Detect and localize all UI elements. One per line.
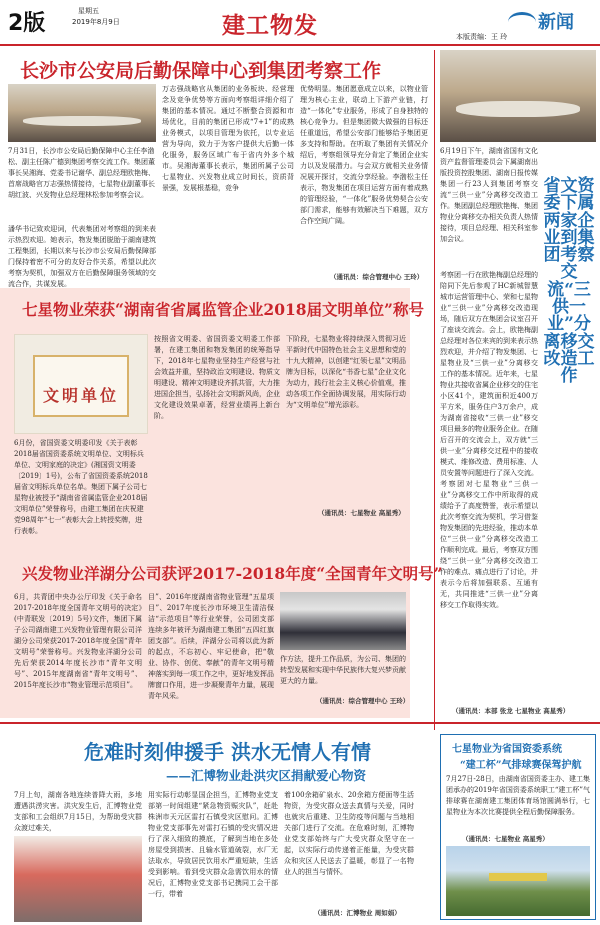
story2-plaque-photo bbox=[14, 334, 148, 434]
story3-headline: 兴发物业洋湖分公司获评2017-2018年度“全国青年文明号” bbox=[22, 564, 443, 583]
story3-column1: 6月，共青团中央办公厅印发《关于命名2017-2018年度全国青年文明号的决定》(中青联发〔2019〕5号)文件，集团下属子公司湖南建工兴发物业管理有限公司洋湖分公司荣获2017-2018年度全国“青年文明号”荣誉称号。兴发物业洋湖分公司先后荣获2014年度长沙市“青年文明号”、2015年度湖南省“青年文明号”、2015年度长沙市“物业管理示范项目”。 bbox=[14, 593, 142, 689]
issue-date: 2019年8月9日 bbox=[72, 18, 120, 26]
story6-body: 7月27日-28日，由湖南省国资委主办、建工集团承办的2019年省国资委系统职工“建工杯”气排球赛在湖南建工集团体育场馆圆满举行，七星物业为本次比赛提供全程后勤保障服务。 bbox=[446, 775, 590, 816]
column-rule bbox=[434, 50, 435, 730]
story2-caption: 6月份，省国资委文明委印发《关于表彰2018届省国资委系统文明单位、文明标兵单位、文明家庭的决定》(湘国资文明委〔2019〕1号)，公布了省国资委系统2018届省文明标兵单位名单。集团下属子公司七星物业被授予“湖南省省属监管企业2018届文明单位”荣誉称号，由建工集团在庆祝建党98周年“七一”表彰大会上转授奖牌，进行表彰。 bbox=[14, 439, 148, 535]
story6-headline-line1: 七星物业为省国资委系统 bbox=[452, 744, 562, 755]
weekday: 星期五 bbox=[78, 7, 99, 15]
story5-subheadline: ——汇博物业赴洪灾区捐献爱心物资 bbox=[166, 768, 367, 783]
section-label: 新闻 bbox=[538, 12, 574, 33]
story4-byline: （通讯员：本部 张龙 七星物业 高星秀） bbox=[452, 707, 570, 715]
story4-photo bbox=[440, 50, 596, 142]
story1-byline: （通讯员：综合管理中心 王玲） bbox=[330, 273, 424, 281]
story6-photo bbox=[446, 846, 590, 916]
story1-photo bbox=[8, 84, 156, 142]
story4-vertical-headline: 省文资委下属两家企业到集团考察交流“三供一业”分离移交改造工作 bbox=[543, 176, 595, 387]
story5-photo bbox=[14, 836, 142, 922]
story3-column2: 目”、2016年度湖南省物业管理“五星项目”、2017年度长沙市环境卫生清洁保洁“示范项目”等行业荣誉，公司团支部连续多年被评为湖南建工集团“五四红旗团支部”。后续，洋湖分公司将以此为新的起点，不忘初心、牢记使命，把“敬业、协作、创优、奉献”的青年文明号精神落实到每一项工作之中，更好地发挥品牌窗口作用，进一步凝聚青年力量，展现青年风采。 bbox=[148, 593, 274, 700]
story3-photo bbox=[280, 592, 406, 650]
story2-headline: 七星物业荣获“湖南省省属监管企业2018届文明单位”称号 bbox=[22, 300, 424, 319]
editor-credit: 本版责编：王 玲 bbox=[456, 33, 508, 41]
story1-column2: 万志强战略官从集团的业务板块、经营理念及竞争优势等方面向考察组详细介绍了集团的基本情况。通过不断整合资源和市场优化，目前的集团已形成“7+1”的成熟业务模式，以项目管理为依托，以专业运营为导向，致力于为客户提供大后勤一体化服务，服务区域广布于省内外多个城市。吴湘海董事长表示，集团所属子公司七星物业、兴发物业成立时间长，资质背景强，发展根基稳，竞争 bbox=[162, 85, 294, 192]
story4-body: 考察团一行在欧艳梅副总经理的陪同下先后参观了HC新城智慧城市运营管理中心、荣和七星物业“三供一业”分离移交改造现场，随后双方在集团会议室召开了座谈交流会。会上，欧艳梅副总经理对各位来宾的到来表示热烈欢迎，并介绍了物发集团、七星物业及“三供一业”分离移交工作的基本情况。近年来，七星物业共接收省属企业移交的住宅小区41个，建筑面积近400万平方米，服务住户3万余户，成为湖南省接收“三供一业”移交项目最多的物业服务企业。在随后召开的交流会上，双方就“三供一业”分离移交过程中的接收模式、维修改造、费用标准、人员安置等问题进行了深入交流。考察团对七星物业“三供一业”分离移交工作中所取得的成绩给予了高度赞誉，表示希望以此次考察交流为契机，学习借鉴物发集团的先进经验，推动本单位“三供一业”分离移交改造工作顺利完成。最后，考察双方围绕“三供一业”分离移交改造工作的难点、痛点进行了讨论，并表示今后将加强联系、互通有无，共同推进“三供一业”分离移交工作取得实效。 bbox=[440, 271, 538, 609]
story3-column3: 作方法，提升工作品质，为公司、集团的转型发展和实现中华民族伟大复兴梦贡献更大的力量。 bbox=[280, 655, 406, 685]
story3-byline: （通讯员：综合管理中心 王玲） bbox=[316, 697, 410, 705]
page-header bbox=[0, 0, 600, 46]
masthead: 建工物发 bbox=[222, 13, 318, 39]
story2-column2: 按照省文明委、省国资委文明委工作部署，在建工集团和物发集团的统筹指导下，2018年七星物业坚持生产经营与社会效益并重，坚持政治文明建设、物质文明建设、精神文明建设齐抓共管，大力推进国企担当，弘扬社会文明新风尚，企业文化建设效果卓著，经营业绩再上新台阶。 bbox=[154, 335, 280, 420]
page-number: 2版 bbox=[8, 11, 46, 36]
story5-column1: 7月上旬，湖南各地连续普降大雨，多地遭遇洪涝灾害。洪灾发生后，汇博物业党支部和工会组织7月15日，为帮助受灾群众渡过难关， bbox=[14, 791, 142, 832]
story5-column2: 用实际行动彰显国企担当，汇博物业党支部第一时间组建“紧急物资赈灾队”，赶赴株洲市天元区雷打石镇受灾区慰问。汇博物业党支部事先对雷打石镇的受灾情况进行了深入细致的摸底，了解到当地在多处房屋受到损害、且输水管道破裂，水厂无法取水，导致居民饮用水严重短缺，生活受到影响。看到受灾群众急需饮用水的情况后，汇博物业党支部书记携同工会干部一行，带着 bbox=[148, 791, 278, 898]
story2-byline: （通讯员：七星物业 高星秀） bbox=[318, 509, 405, 517]
story1-column3: 优势明显。集团愿意成立以来，以物业管理为核心主业，联动上下游产业链，打造“一体化”专业服务，形成了自身独特的核心竞争力。但是集团微大做强的目标还任重道远，希望公安部门能够给予集团更多支持和帮助。在听取了集团有关情况介绍后，考察组领导充分肯定了集团企业实力以及发展潜力。与会双方就相关业务情况展开探讨，交流分享经验。李渤松主任表示，物发集团在项目运营方面有着成熟的管理经验，“一体化”服务优势契合公安部门需求，能够有效解决当下难题，双方合作空间广阔。 bbox=[300, 85, 428, 225]
story4-intro: 6月19日下午，湖南省国有文化资产监督管理委员会下属湖南出版投资控股集团、湖南日报传媒集团一行23人到集团考察交流“三供一业”分离移交改造工作。集团副总经理欧艳梅、集团物业分离移交办相关负责人热情接待，项目总经理、相关科室参加会议。 bbox=[440, 147, 538, 243]
story5-headline: 危难时刻伸援手 洪水无情人有情 bbox=[84, 740, 371, 764]
story2-column3: 下阶段，七星物业将持续深入贯彻习近平新时代中国特色社会主义思想和党的十九大精神，以创建“红领七星”文明品牌为目标，以深化“书香七星”企业文化为动力，践行社会主义核心价值观，推动各项工作全面协调发展，用实际行动为“文明单位”增光添彩。 bbox=[286, 335, 406, 409]
section-ornament-icon bbox=[508, 12, 536, 32]
story6-byline: （通讯员：七星物业 高星秀） bbox=[462, 835, 549, 843]
plaque-lettering: 文明单位 bbox=[42, 386, 119, 405]
section-rule bbox=[0, 722, 600, 724]
story1-headline: 长沙市公安局后勤保障中心到集团考察工作 bbox=[20, 60, 382, 82]
plaque-frame bbox=[33, 355, 129, 417]
story5-column3: 着100余箱矿泉水、20余箱方便面等生活物资，为受灾群众送去真情与关爱，同时也就灾后重建、卫生防疫等问题与当地相关部门进行了交流。在危难时刻，汇博物业党支部始终与广大受灾群众坚守在一起，以实际行动传递着正能量，为受灾群众和灾区人民送去了温暖，彰显了一名物业人的担当与情怀。 bbox=[284, 791, 414, 876]
story5-byline: （通讯员：汇博物业 周如娟） bbox=[314, 909, 401, 917]
story1-column1: 潘华书记致欢迎词，代表集团对考察组的到来表示热烈欢迎。她表示，物发集团脱胎于湖南建筑工程集团，长期以来与长沙市公安局后勤保障部门保持着密不可分的友好合作关系，希望以此次考察为契机，加强双方在后勤保障服务领域的交流合作，共谋发展。 bbox=[8, 225, 156, 288]
story6-headline-line2: “建工杯”气排球赛保驾护航 bbox=[460, 760, 582, 771]
story1-caption: 7月31日，长沙市公安局后勤保障中心主任李渤松、副主任陈广德到集团考察交流工作。集团董事长吴湘海、党委书记谢华、副总经理欧艳梅、首席战略官万志强热情接待，七星物业副董事长胡红波、兴发物业总经理林松参加考察会议。 bbox=[8, 147, 155, 199]
